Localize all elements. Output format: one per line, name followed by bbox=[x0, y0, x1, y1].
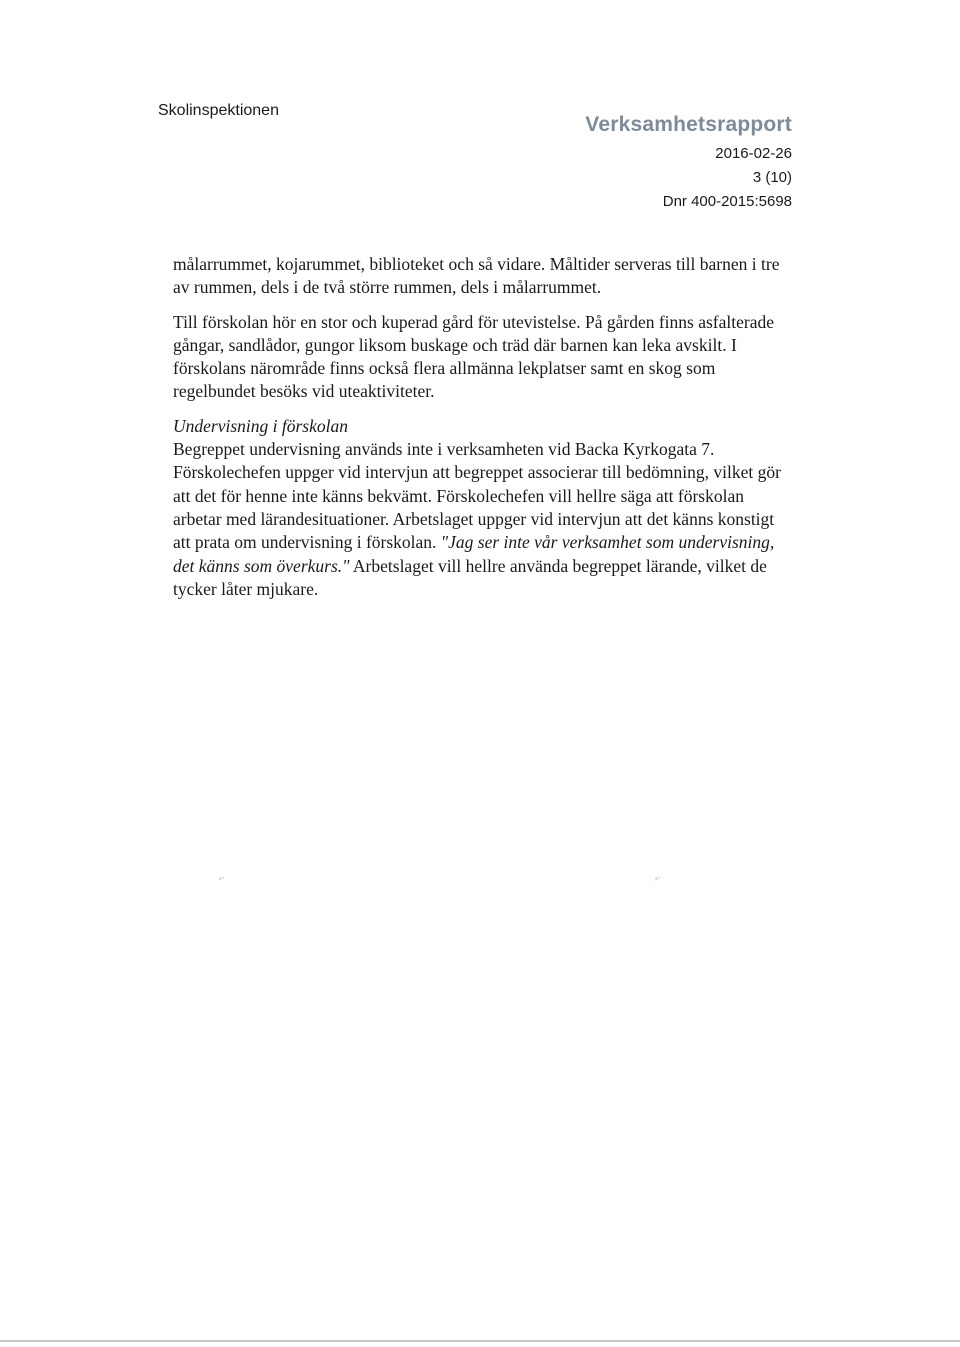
section-text: Begreppet undervisning används inte i verksamheten vid Backa Kyrkogata 7. Förskolechefen uppger vid intervjun att begreppet associerar till bedömning, vilket gör att det för henne inte känns bekvämt. Förskolechefen vill hellre säga att förskolan arbetar med lärandesituationer. Arbetslaget uppger vid intervjun att det känns konstigt att prata om undervisning i förskolan. bbox=[173, 439, 781, 553]
paragraph bbox=[173, 438, 793, 601]
interview-quote: "Jag ser inte vår verksamhet som undervisning, det känns som överkurs." bbox=[173, 532, 775, 576]
section-heading: Undervisning i förskolan bbox=[173, 415, 348, 436]
body-text bbox=[173, 253, 793, 601]
report-header bbox=[585, 112, 792, 214]
paragraph: Till förskolan hör en stor och kuperad gård för utevistelse. På gården finns asfalterade gångar, sandlådor, gungor liksom buskage och träd där barnen kan leka avskilt. I förskolans närområde finns också flera allmänna lekplatser samt en skog som regelbundet besöks vid uteaktiviteter. bbox=[173, 311, 774, 402]
scan-speck: ⸗· bbox=[655, 874, 661, 884]
paragraph: målarrummet, kojarummet, biblioteket och så vidare. Måltider serveras till barnen i tre av rummen, dels i de två större rummen, dels i målarrummet. bbox=[173, 254, 780, 298]
report-title: Verksamhetsrapport bbox=[585, 113, 792, 136]
scan-speck: ⸗· bbox=[219, 874, 225, 884]
page-bottom-edge bbox=[0, 1340, 960, 1342]
section-text: Arbetslaget vill hellre använda begreppet lärande, vilket de tycker låter mjukare. bbox=[173, 555, 767, 599]
organization-name: Skolinspektionen bbox=[158, 102, 279, 119]
page-number: 3 (10) bbox=[752, 169, 792, 186]
diarienummer: Dnr 400-2015:5698 bbox=[662, 193, 792, 210]
report-date: 2016-02-26 bbox=[715, 145, 792, 162]
